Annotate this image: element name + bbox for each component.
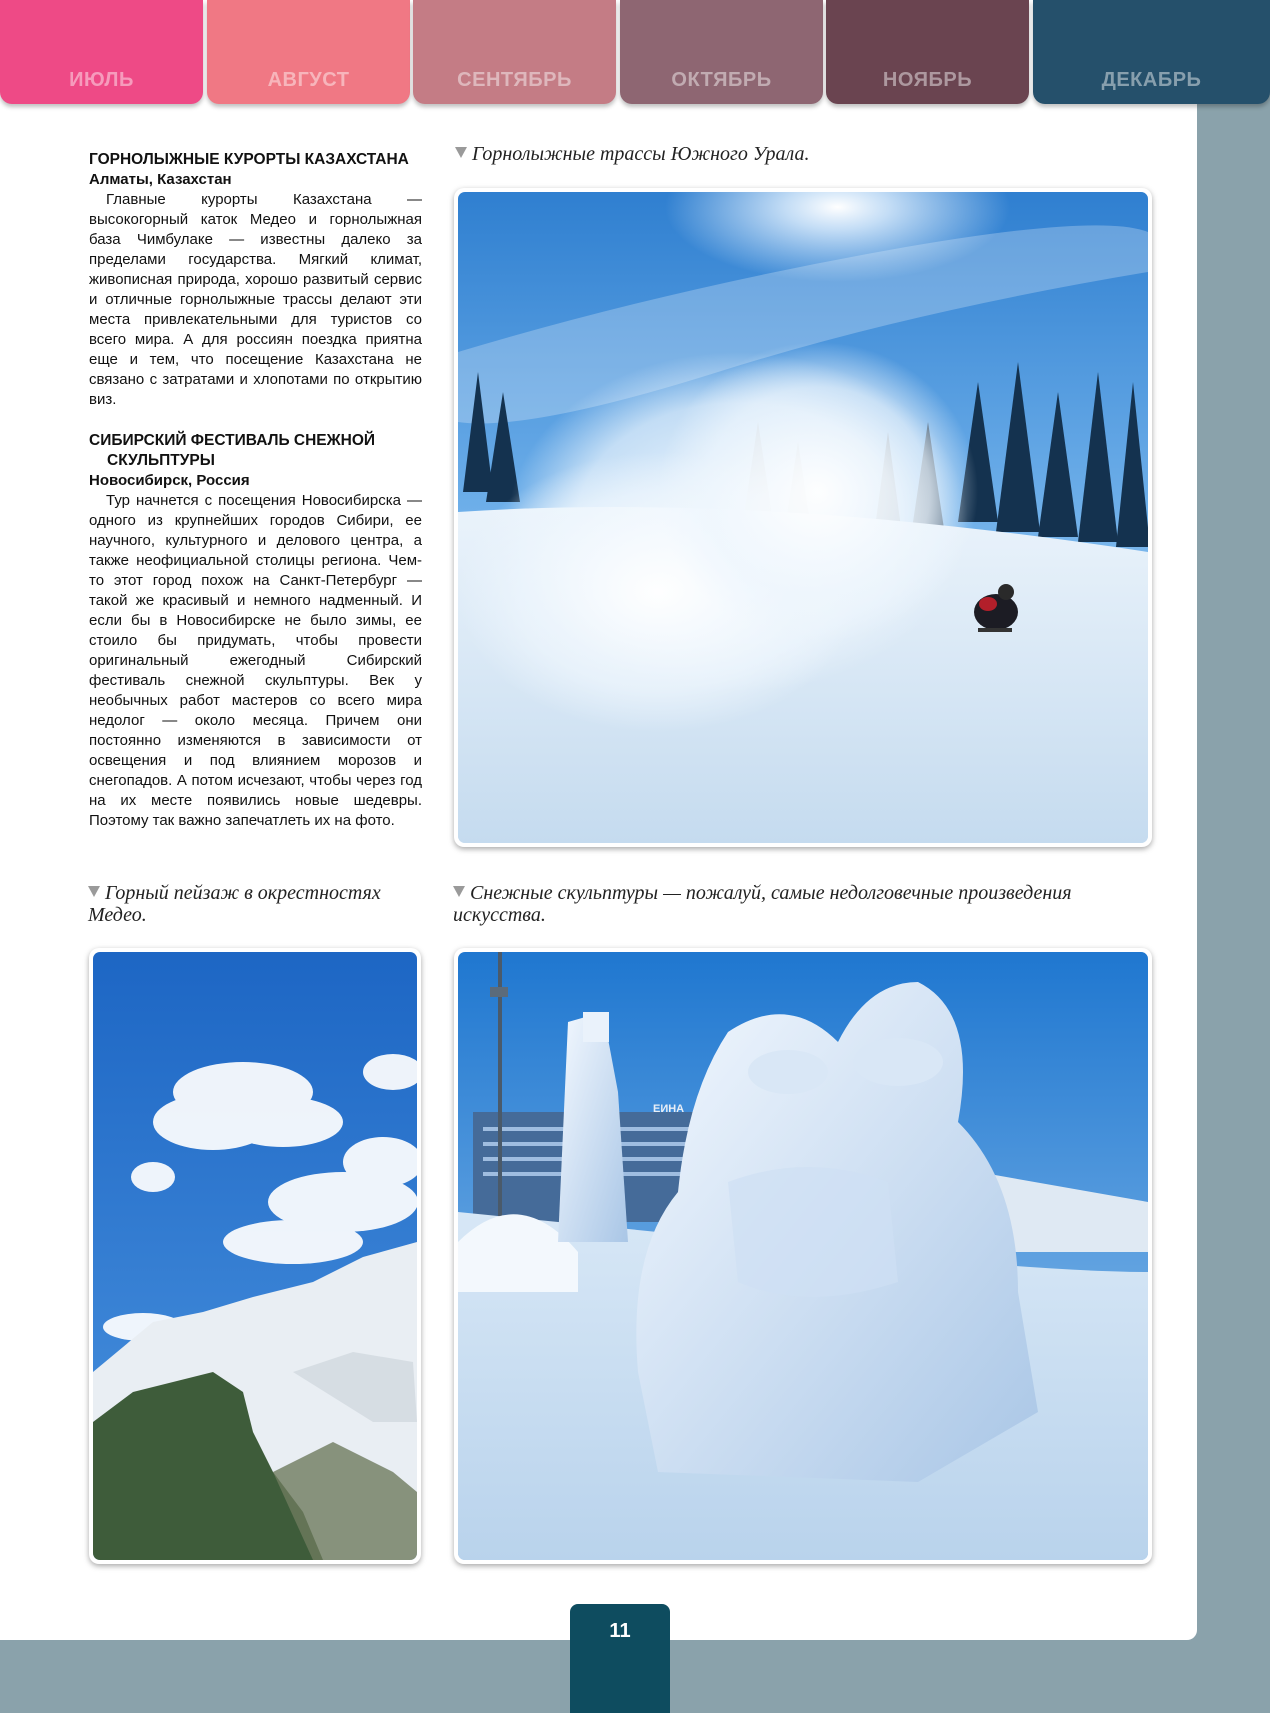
- tab-july[interactable]: ИЮЛЬ: [0, 0, 203, 104]
- article-text: Главные курорты Казахстана — высокогорный каток Медео и горнолыжная база Чимбулаке — известны далеко за пределами государства. Мягкий климат, живописная природа, хорошо развитый сервис и отличные горнолыжные трассы делают эти места привлекательными для туристов со всего мира. А для россиян поездка приятна еще и тем, что посещение Казахстана не связано с затратами и хлопотами по открытию виз.: [89, 191, 422, 408]
- article-title-line-2: СКУЛЬПТУРЫ: [107, 452, 215, 469]
- photo-mountain: [89, 948, 421, 1564]
- tab-august[interactable]: АВГУСТ: [207, 0, 410, 104]
- caption-text: Снежные скульптуры — пожалуй, самые недолговечные произведения искусства.: [453, 882, 1072, 926]
- caption-ural: [455, 143, 1155, 165]
- tab-december[interactable]: ДЕКАБРЬ: [1033, 0, 1270, 104]
- triangle-marker-icon: [88, 886, 100, 897]
- caption-medeo: [88, 882, 428, 926]
- article-title-line: СИБИРСКИЙ ФЕСТИВАЛЬ СНЕЖНОЙ: [89, 432, 376, 449]
- article-title: [89, 431, 422, 471]
- article-column: [89, 150, 422, 831]
- article-kazakhstan: [89, 150, 422, 410]
- caption-sculpture: [453, 882, 1163, 926]
- article-title-line: ГОРНОЛЫЖНЫЕ КУРОРТЫ КАЗАХСТАНА: [89, 151, 409, 168]
- mountain-image: [93, 952, 417, 1560]
- tab-september[interactable]: СЕНТЯБРЬ: [413, 0, 616, 104]
- article-text: Тур начнется с посещения Новосибирска — одного из крупнейших городов Сибири, ее научного, культурного и делового центра, а также неофициальной столицы региона. Чем-то этот город похож на Санкт-Петербург — такой же красивый и немного надменный. И если бы в Новосибирске не было зимы, ее стоило бы придумать, чтобы провести оригинальный ежегодный Сибирский фестиваль снежной скульптуры. Век у необычных работ мастеров со всего мира недолог — около месяца. Причем они постоянно изменяются в зависимости от освещения и под влиянием морозов и снегопадов. А потом исчезают, чтобы через год на их месте появились новые шедевры. Поэтому так важно запечатлеть их на фото.: [89, 492, 422, 829]
- tab-november[interactable]: НОЯБРЬ: [826, 0, 1029, 104]
- building-sign-text: ЕИНА: [653, 1103, 685, 1115]
- article-place: Алматы, Казахстан: [89, 171, 232, 188]
- sculpture-image: [458, 952, 1148, 1560]
- skier-image: [458, 192, 1148, 843]
- caption-text: Горный пейзаж в окрестностях Медео.: [88, 882, 381, 926]
- page-number: 11: [570, 1604, 670, 1713]
- triangle-marker-icon: [455, 147, 467, 158]
- article-novosibirsk: [89, 431, 422, 831]
- triangle-marker-icon: [453, 886, 465, 897]
- photo-skier: [454, 188, 1152, 847]
- photo-snow-sculptures: [454, 948, 1152, 1564]
- tab-october[interactable]: ОКТЯБРЬ: [620, 0, 823, 104]
- article-place: Новосибирск, Россия: [89, 472, 250, 489]
- caption-text: Горнолыжные трассы Южного Урала.: [472, 143, 810, 165]
- article-title: [89, 150, 422, 170]
- month-tabs: [0, 0, 1270, 106]
